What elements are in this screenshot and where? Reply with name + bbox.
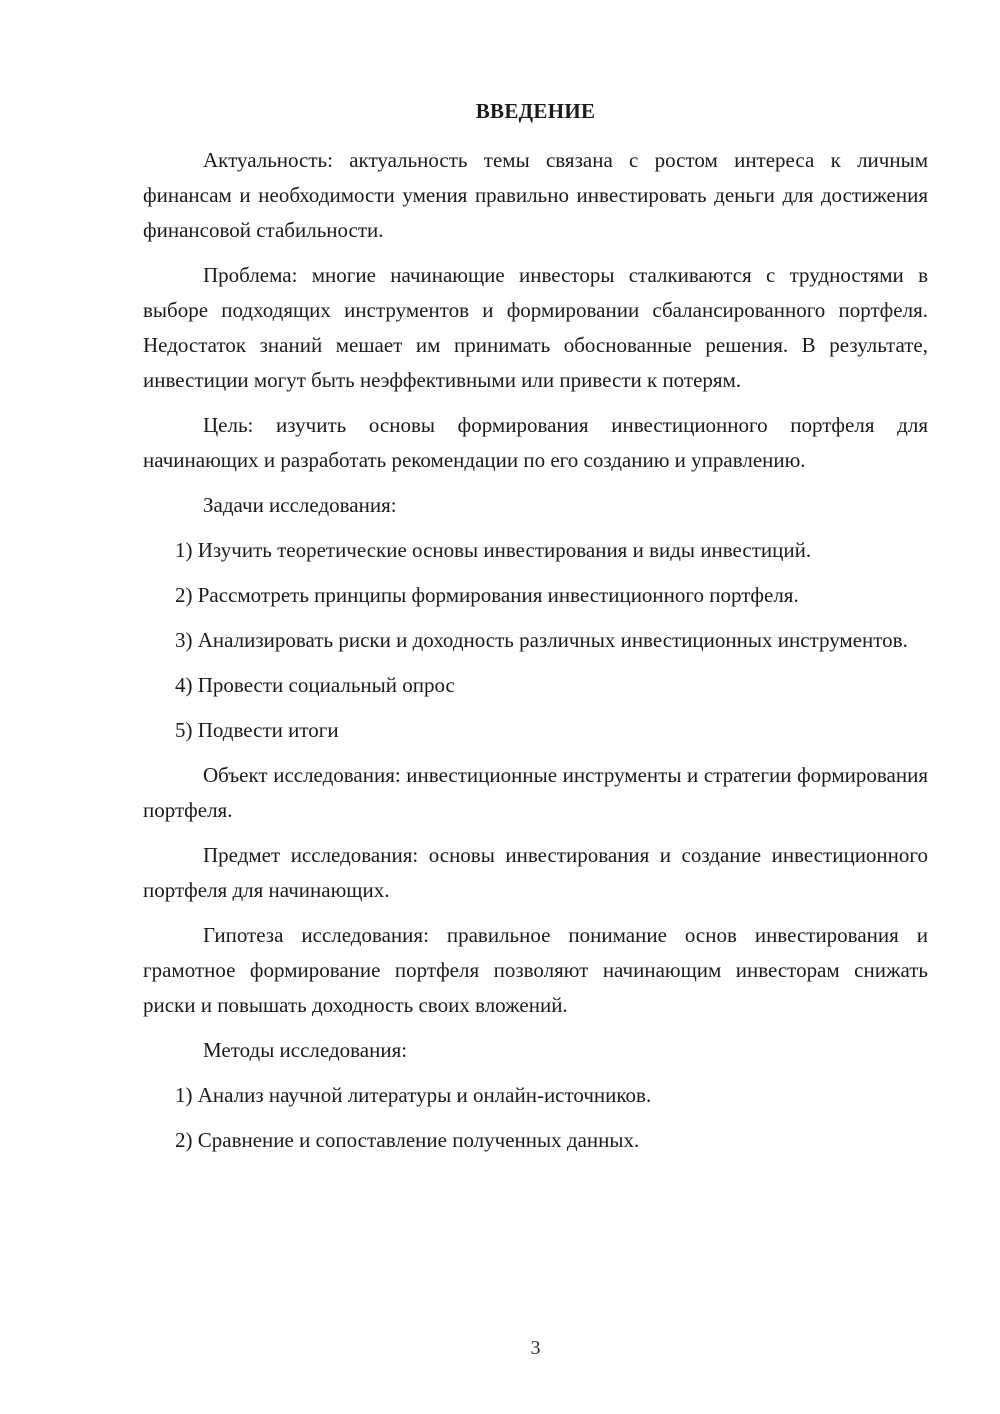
paragraph-tasks-heading: Задачи исследования:: [203, 493, 397, 517]
paragraph-object: Объект исследования: инвестиционные инструменты и стратегии формирования портфеля.: [143, 763, 928, 822]
method-item-1: 1) Анализ научной литературы и онлайн-источников.: [175, 1083, 652, 1107]
task-item-4: 4) Провести социальный опрос: [175, 673, 455, 697]
task-item-3: 3) Анализировать риски и доходность различных инвестиционных инструментов.: [175, 628, 908, 652]
document-page: [143, 0, 928, 1414]
method-item-2: 2) Сравнение и сопоставление полученных данных.: [175, 1128, 640, 1152]
paragraph-goal: Цель: изучить основы формирования инвестиционного портфеля для начинающих и разработать рекомендации по его созданию и управлению.: [143, 413, 928, 472]
page-number: 3: [530, 1337, 541, 1359]
section-title: ВВЕДЕНИЕ: [475, 99, 596, 123]
document-body: [143, 143, 928, 1168]
paragraph-problem: Проблема: многие начинающие инвесторы сталкиваются с трудностями в выборе подходящих инструментов и формировании сбалансированного портфеля. Недостаток знаний мешает им принимать обоснованные решения. В результате, инвестиции могут быть неэффективными или привести к потерям.: [143, 263, 928, 392]
paragraph-relevance: Актуальность: актуальность темы связана с ростом интереса к личным финансам и необходимости умения правильно инвестировать деньги для достижения финансовой стабильности.: [143, 148, 928, 242]
paragraph-hypothesis: Гипотеза исследования: правильное понимание основ инвестирования и грамотное формирование портфеля позволяют начинающим инвесторам снижать риски и повышать доходность своих вложений.: [143, 923, 928, 1017]
task-item-2: 2) Рассмотреть принципы формирования инвестиционного портфеля.: [175, 583, 799, 607]
task-item-1: 1) Изучить теоретические основы инвестирования и виды инвестиций.: [175, 538, 812, 562]
paragraph-methods-heading: Методы исследования:: [203, 1038, 408, 1062]
task-item-5: 5) Подвести итоги: [175, 718, 339, 742]
paragraph-subject: Предмет исследования: основы инвестирования и создание инвестиционного портфеля для начинающих.: [143, 843, 928, 902]
